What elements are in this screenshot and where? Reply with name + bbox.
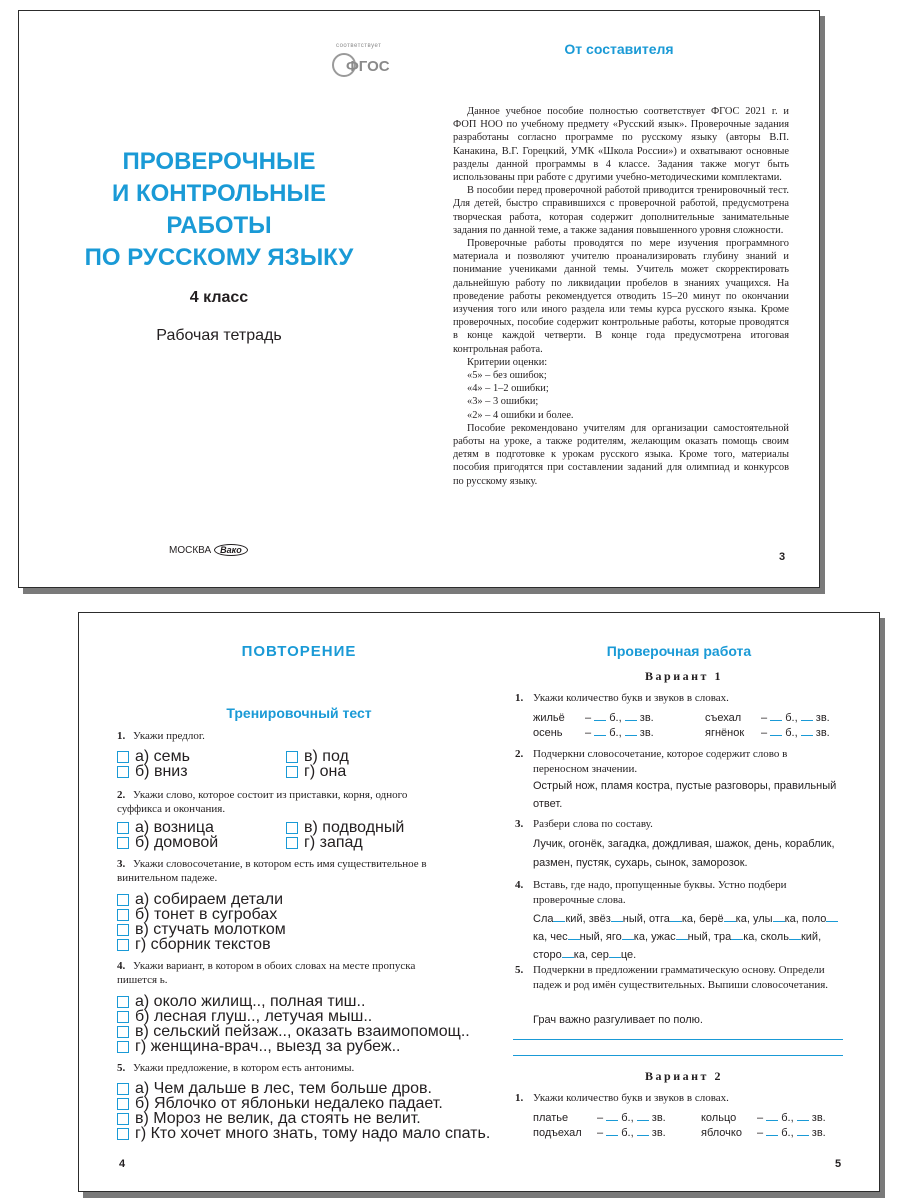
option-g[interactable] <box>286 764 346 779</box>
option-g[interactable] <box>117 937 271 952</box>
dash: – <box>761 727 768 739</box>
option-b[interactable] <box>117 835 218 850</box>
word: подъехал <box>533 1127 582 1139</box>
word: ягнёнок <box>705 727 745 739</box>
word-part: кий, <box>800 931 822 943</box>
work-title: Проверочная работа <box>606 643 752 659</box>
option-a[interactable] <box>117 820 214 835</box>
intro-heading: От составителя <box>564 41 674 57</box>
question-number: 1. <box>117 730 126 742</box>
unit: зв. <box>815 712 830 724</box>
word-part: ужас <box>651 931 676 943</box>
word-part: ка, <box>633 931 648 943</box>
fgos-logo <box>324 39 394 79</box>
checkbox[interactable] <box>117 1098 129 1110</box>
blank[interactable] <box>606 1125 618 1136</box>
intro-text <box>453 105 789 488</box>
checkbox[interactable] <box>117 822 129 834</box>
blank[interactable] <box>622 929 634 940</box>
option-b[interactable] <box>117 1009 372 1024</box>
option-label: г) она <box>304 763 347 780</box>
blank[interactable] <box>801 710 813 721</box>
unit: б., <box>621 1112 634 1124</box>
letters-row <box>533 710 654 724</box>
blank[interactable] <box>770 710 782 721</box>
option-label: в) сельский пейзаж.., оказать взаимопомощ.. <box>135 1023 470 1040</box>
unit: б., <box>621 1127 634 1139</box>
answer-text: Лучик, огонёк, загадка, дождливая, шажок, день, кораблик, размен, пустяк, сухарь, сынок, заморозок. <box>533 838 835 869</box>
criteria-item: «3» – 3 ошибки; <box>467 396 539 408</box>
option-label: а) собираем детали <box>135 891 284 908</box>
blank[interactable] <box>676 929 688 940</box>
word-part: поло <box>801 913 827 925</box>
option-a[interactable] <box>117 994 365 1009</box>
unit: зв. <box>651 1127 666 1139</box>
option-label: а) около жилищ.., полная тиш.. <box>135 993 366 1010</box>
blank[interactable] <box>766 1125 778 1136</box>
option-label: г) запад <box>304 834 363 851</box>
checkbox[interactable] <box>117 894 129 906</box>
publisher-city: МОСКВА <box>169 545 212 556</box>
word-part: ка, <box>533 931 548 943</box>
blank[interactable] <box>625 725 637 736</box>
word-part: ка, <box>784 913 799 925</box>
criteria-item: «2» – 4 ошибки и более. <box>467 409 574 421</box>
fgos-arc-text: соответствует <box>336 43 382 49</box>
question-text: Укажи вариант, в котором в обоих словах на месте пропуска пишется ь. <box>117 960 416 986</box>
checkbox[interactable] <box>117 1113 129 1125</box>
question-number: 3. <box>515 818 524 830</box>
option-v[interactable] <box>286 820 404 835</box>
question-number: 3. <box>117 858 126 870</box>
word-part: кий, <box>565 913 586 925</box>
letters-row <box>705 710 830 724</box>
answer-line[interactable] <box>513 1055 843 1056</box>
blank[interactable] <box>670 911 682 922</box>
word-part: ный, <box>622 913 646 925</box>
word-part: сторо <box>533 949 562 961</box>
unit: б., <box>785 712 798 724</box>
question <box>117 857 437 885</box>
intro-paragraph: Пособие рекомендовано учителям для организации самостоятельной работы на уроке, а также родителям, желающим оказать помощь своим детям в подготовке к урокам русского языка. Кроме того, материалы пособия пригодятся при составлении заданий для олимпиад и конкурсов по русскому языку. <box>453 422 789 487</box>
blank[interactable] <box>789 929 801 940</box>
question <box>515 963 845 993</box>
word-part: сер <box>591 949 609 961</box>
word: жильё <box>533 712 565 724</box>
word-part: ка, <box>735 913 750 925</box>
option-v[interactable] <box>117 922 286 937</box>
criteria-item: «5» – без ошибок; <box>467 370 547 382</box>
blank[interactable] <box>826 911 838 922</box>
word-part: тра <box>713 931 732 943</box>
question-number: 1. <box>515 692 524 704</box>
option-label: б) тонет в сугробах <box>135 906 278 923</box>
checkbox[interactable] <box>117 1041 129 1053</box>
word-part: звёз <box>588 913 611 925</box>
unit: зв. <box>651 1112 666 1124</box>
blank[interactable] <box>568 929 580 940</box>
option-label: в) под <box>304 748 349 765</box>
option-label: в) подводный <box>304 819 405 836</box>
spelling-words <box>533 910 845 964</box>
unit: зв. <box>815 727 830 739</box>
blank[interactable] <box>724 911 736 922</box>
blank[interactable] <box>594 710 606 721</box>
word-part: ка, <box>573 949 589 961</box>
word-part: чес <box>550 931 568 943</box>
letters-row <box>533 1125 666 1139</box>
blank[interactable] <box>611 911 623 922</box>
option-label: г) сборник текстов <box>135 936 271 953</box>
subtitle: Рабочая тетрадь <box>156 327 282 344</box>
blank[interactable] <box>637 1125 649 1136</box>
title-line: РАБОТЫ <box>166 212 272 239</box>
blank[interactable] <box>797 1125 809 1136</box>
checkbox[interactable] <box>286 837 298 849</box>
question-text: Укажи предлог. <box>133 730 205 742</box>
question-text: Укажи количество букв и звуков в словах. <box>533 692 729 704</box>
question <box>117 788 437 816</box>
unit: зв. <box>639 727 654 739</box>
question-text: Укажи слово, которое состоит из приставки, корня, одного суффикса и окончания. <box>117 789 408 815</box>
unit: б., <box>781 1127 794 1139</box>
option-b[interactable] <box>117 1096 443 1111</box>
question-text: Укажи словосочетание, в котором есть имя существительное в винительном падеже. <box>117 858 427 884</box>
option-a[interactable] <box>117 749 190 764</box>
dash: – <box>757 1127 764 1139</box>
option-g[interactable] <box>117 1126 490 1141</box>
question-text: Подчеркни в предложении грамматическую основу. Определи падеж и род имён существительных. Выпиши словосочетания. <box>533 964 829 991</box>
question <box>515 747 845 777</box>
letters-row <box>533 1110 666 1124</box>
option-label: б) Яблочко от яблоньки недалеко падает. <box>135 1095 443 1112</box>
checkbox[interactable] <box>286 751 298 763</box>
option-label: б) вниз <box>135 763 188 780</box>
word-part: сколь <box>760 931 789 943</box>
answer-line[interactable] <box>513 1039 843 1040</box>
word-part: ка, <box>681 913 697 925</box>
title-line: И КОНТРОЛЬНЫЕ <box>112 180 326 207</box>
option-a[interactable] <box>117 892 283 907</box>
publisher <box>169 544 248 556</box>
blank[interactable] <box>553 911 565 922</box>
blank[interactable] <box>625 710 637 721</box>
option-label: г) Кто хочет много знать, тому надо мало спать. <box>135 1125 491 1142</box>
blank[interactable] <box>562 947 574 958</box>
word-part: улы <box>752 913 773 925</box>
blank[interactable] <box>609 947 621 958</box>
top-page-spread <box>18 10 820 588</box>
blank[interactable] <box>797 1110 809 1121</box>
question-number: 2. <box>117 789 126 801</box>
blank[interactable] <box>801 725 813 736</box>
option-label: а) Чем дальше в лес, тем больше дров. <box>135 1080 432 1097</box>
checkbox[interactable] <box>117 1128 129 1140</box>
word: осень <box>533 727 563 739</box>
blank[interactable] <box>606 1110 618 1121</box>
variant-heading: Вариант 2 <box>645 1069 723 1083</box>
answer-text: Грач важно разгуливает по полю. <box>533 1014 703 1026</box>
unit: зв. <box>811 1112 826 1124</box>
unit: зв. <box>639 712 654 724</box>
blank[interactable] <box>731 929 743 940</box>
unit: б., <box>781 1112 794 1124</box>
question <box>515 1091 855 1106</box>
word: платье <box>533 1112 569 1124</box>
bottom-page-spread <box>78 612 880 1192</box>
question-text: Подчеркни словосочетание, которое содержит слово в переносном значении. <box>533 748 788 775</box>
option-v[interactable] <box>117 1024 470 1039</box>
question-text: Укажи количество букв и звуков в словах. <box>533 1092 729 1104</box>
page-number: 5 <box>835 1158 842 1170</box>
unit: б., <box>609 727 622 739</box>
word-part: Сла <box>533 913 554 925</box>
checkbox[interactable] <box>117 751 129 763</box>
question-number: 2. <box>515 748 524 760</box>
intro-paragraph: Проверочные работы проводятся по мере изучения программного материала и позволяют учителю проанализировать глубину знаний и понимание учениками данной темы. Учитель может скорректировать дальнейшую работу по ликвидации пробелов в знаниях учащихся. На проведение работы рекомендуется отводить 15–20 минут по окончании изучения того или иного раздела или темы курса русского языка. Кроме проверочных, пособие содержит контрольные работы, которые проводятся в конце каждой четверти. В конце года предусмотрена итоговая контрольная работа. <box>453 238 789 355</box>
checkbox[interactable] <box>117 766 129 778</box>
checkbox[interactable] <box>117 1011 129 1023</box>
word-part: ный, <box>579 931 603 943</box>
question <box>515 878 845 908</box>
option-g[interactable] <box>286 835 363 850</box>
question-number: 1. <box>515 1092 524 1104</box>
question-text: Разбери слова по составу. <box>533 818 653 830</box>
question <box>515 817 845 832</box>
section-heading: ПОВТОРЕНИЕ <box>241 643 357 660</box>
blank[interactable] <box>773 911 785 922</box>
checkbox[interactable] <box>117 1083 129 1095</box>
blank[interactable] <box>770 725 782 736</box>
checkbox[interactable] <box>117 1026 129 1038</box>
letters-row <box>705 725 830 739</box>
checkbox[interactable] <box>286 766 298 778</box>
checkbox[interactable] <box>117 996 129 1008</box>
option-v[interactable] <box>117 1111 421 1126</box>
blank[interactable] <box>637 1110 649 1121</box>
unit: б., <box>785 727 798 739</box>
option-a[interactable] <box>117 1081 432 1096</box>
unit: б., <box>609 712 622 724</box>
dash: – <box>597 1127 604 1139</box>
book-title <box>59 146 379 274</box>
letters-row <box>701 1110 826 1124</box>
option-v[interactable] <box>286 749 349 764</box>
checkbox[interactable] <box>286 822 298 834</box>
question <box>117 1061 437 1075</box>
fgos-text: ФГОС <box>346 58 390 75</box>
grade: 4 класс <box>189 289 249 306</box>
option-b[interactable] <box>117 907 277 922</box>
blank[interactable] <box>766 1110 778 1121</box>
word: яблочко <box>701 1127 742 1139</box>
option-b[interactable] <box>117 764 188 779</box>
page-number: 4 <box>119 1158 126 1170</box>
criteria-item: «4» – 1–2 ошибки; <box>467 383 549 395</box>
word-part: яго <box>605 931 622 943</box>
dash: – <box>585 712 592 724</box>
dash: – <box>757 1112 764 1124</box>
option-label: а) семь <box>135 748 190 765</box>
question <box>515 691 855 706</box>
question-number: 5. <box>515 964 524 976</box>
question <box>117 959 437 987</box>
option-g[interactable] <box>117 1039 400 1054</box>
word-part: отга <box>649 913 670 925</box>
test-title: Тренировочный тест <box>226 705 372 721</box>
word-part: ка, <box>743 931 758 943</box>
option-label: в) Мороз не велик, да стоять не велит. <box>135 1110 421 1127</box>
blank[interactable] <box>594 725 606 736</box>
option-label: а) возница <box>135 819 214 836</box>
word-part: ный, <box>687 931 711 943</box>
option-label: г) женщина-врач.., выезд за рубеж.. <box>135 1038 401 1055</box>
option-label: в) стучать молотком <box>135 921 286 938</box>
page-number: 3 <box>779 551 786 563</box>
question-text: Вставь, где надо, пропущенные буквы. Устно подбери проверочные слова. <box>533 879 787 906</box>
dash: – <box>585 727 592 739</box>
question-number: 4. <box>117 960 126 972</box>
question-number: 4. <box>515 879 524 891</box>
question <box>117 729 437 743</box>
word: съехал <box>705 712 742 724</box>
unit: зв. <box>811 1127 826 1139</box>
criteria-title: Критерии оценки: <box>467 356 548 368</box>
dash: – <box>597 1112 604 1124</box>
question-text: Укажи предложение, в котором есть антонимы. <box>133 1062 355 1074</box>
letters-row <box>701 1125 826 1139</box>
dash: – <box>761 712 768 724</box>
question-number: 5. <box>117 1062 126 1074</box>
word: кольцо <box>701 1112 737 1124</box>
publisher-logo: Вако <box>214 544 248 556</box>
intro-paragraph: В пособии перед проверочной работой приводится тренировочный тест. Для детей, быстро справившихся с проверочной работой, предусмотрена творческая работа, которая содержит дополнительные занимательные задания по данной теме, а также задания повышенного уровня сложности. <box>453 185 789 236</box>
word-part: берё <box>699 913 724 925</box>
title-line: ПО РУССКОМУ ЯЗЫКУ <box>84 244 354 271</box>
intro-paragraph: Данное учебное пособие полностью соответствует ФГОС 2021 г. и ФОП НОО по учебному предмету «Русский язык». Проверочные задания разработаны согласно программе по русскому языку (авторы В.П. Канакина, В.Г. Горецкий, УМК «Школа России») и охватывают основные разделы данной программы в 4 классе. Задания также могут быть использованы при работе с другими учебно-методическими комплектами. <box>453 106 789 184</box>
word-part: це. <box>620 949 637 961</box>
option-label: б) лесная глуш.., летучая мыш.. <box>135 1008 373 1025</box>
answer-text: Острый нож, пламя костра, пустые разговоры, правильный ответ. <box>533 780 837 810</box>
checkbox[interactable] <box>117 837 129 849</box>
variant-heading: Вариант 1 <box>645 669 723 683</box>
letters-row <box>533 725 654 739</box>
checkbox[interactable] <box>117 924 129 936</box>
option-label: б) домовой <box>135 834 219 851</box>
checkbox[interactable] <box>117 909 129 921</box>
title-line: ПРОВЕРОЧНЫЕ <box>122 148 316 175</box>
checkbox[interactable] <box>117 939 129 951</box>
